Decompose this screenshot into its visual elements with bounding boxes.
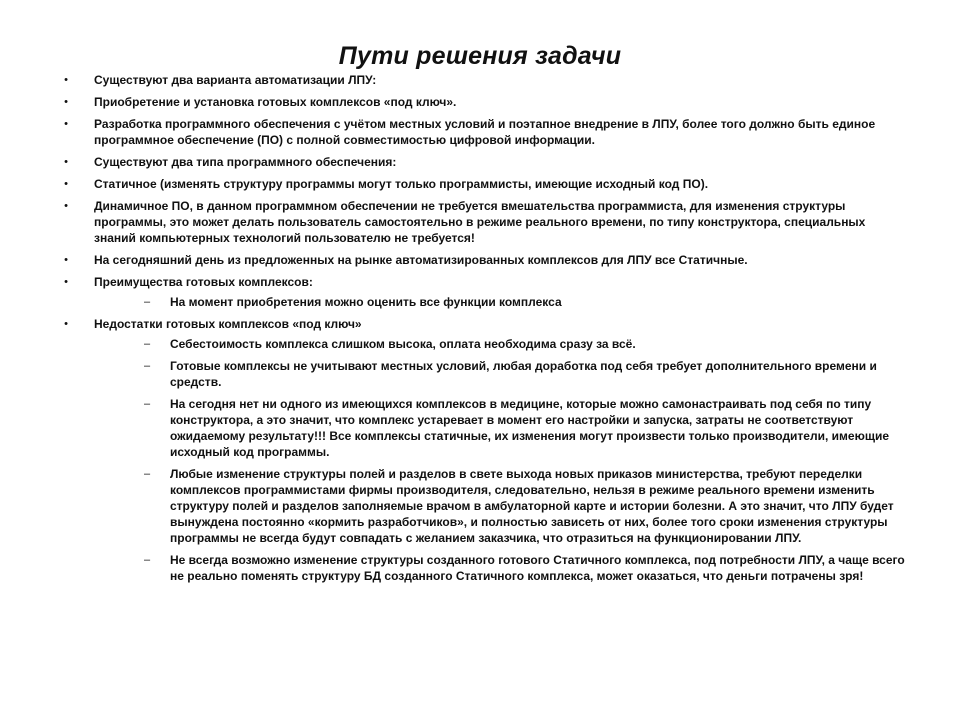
sub-bullet-item [94,294,910,310]
bullet-dot-icon: • [64,178,68,190]
bullet-list [60,72,910,584]
bullet-item [60,198,910,246]
bullet-item [60,154,910,170]
bullet-dot-icon: • [64,96,68,108]
slide-content [60,72,910,590]
sub-bullet-text: На момент приобретения можно оценить все функции комплекса [170,295,562,309]
bullet-dot-icon: • [64,200,68,212]
sub-bullet-item [94,336,910,352]
bullet-dot-icon: • [64,254,68,266]
bullet-item [60,316,910,584]
dash-icon: – [143,398,151,410]
sub-bullet-item [94,466,910,546]
sub-bullet-text: Себестоимость комплекса слишком высока, оплата необходима сразу за всё. [170,337,636,351]
sub-bullet-text: Любые изменение структуры полей и разделов в свете выхода новых приказов министерства, требуют переделки комплексов программистами фирмы производителя, следовательно, нельзя в режиме реального времени изменить структуру полей и разделов заполняемые врачом в амбулаторной карте и истории болезни. А это значит, что ЛПУ будет вынуждена постоянно «кормить разработчиков», и полностью зависеть от них, более того сроки изменения структуры программы не всегда будут совпадать с желанием заказчика, что отразиться на функционировании ЛПУ. [170,467,894,545]
sub-bullet-text: Не всегда возможно изменение структуры созданного готового Статичного комплекса, под потребности ЛПУ, а чаще всего не реально поменять структуру БД созданного Статичного комплекса, может оказаться, что деньги потрачены зря! [170,553,905,583]
bullet-text: Статичное (изменять структуру программы могут только программисты, имеющие исходный код ПО). [94,177,709,191]
dash-icon: – [143,468,151,480]
dash-icon: – [143,360,151,372]
bullet-item [60,252,910,268]
bullet-text: Динамичное ПО, в данном программном обеспечении не требуется вмешательства программиста, для изменения структуры программы, это может делать пользователь самостоятельно в режиме реального времени, по типу конструктора, специальных знаний компьютерных технологий пользователю не требуется! [94,199,866,245]
bullet-text: Существуют два типа программного обеспечения: [94,155,397,169]
bullet-text: Разработка программного обеспечения с учётом местных условий и поэтапное внедрение в ЛПУ, более того должно быть единое программное обеспечение (ПО) с полной совместимостью цифровой информации. [94,117,876,147]
dash-icon: – [143,338,151,350]
bullet-dot-icon: • [64,156,68,168]
bullet-item [60,274,910,310]
bullet-item [60,72,910,88]
bullet-text: Приобретение и установка готовых комплексов «под ключ». [94,95,457,109]
bullet-item [60,94,910,110]
bullet-text: Преимущества готовых комплексов: [94,275,313,289]
bullet-dot-icon: • [64,118,68,130]
dash-icon: – [143,554,151,566]
slide-title: Пути решения задачи [338,42,622,70]
bullet-item [60,176,910,192]
bullet-text: На сегодняшний день из предложенных на рынке автоматизированных комплексов для ЛПУ все Статичные. [94,253,748,267]
sub-bullet-item [94,552,910,584]
sub-bullet-text: Готовые комплексы не учитывают местных условий, любая доработка под себя требует дополнительного времени и средств. [170,359,877,389]
bullet-text: Недостатки готовых комплексов «под ключ» [94,317,362,331]
sub-bullet-item [94,358,910,390]
bullet-dot-icon: • [64,318,68,330]
bullet-dot-icon: • [64,276,68,288]
bullet-text: Существуют два варианта автоматизации ЛПУ: [94,73,377,87]
sub-bullet-list [94,336,910,584]
dash-icon: – [143,296,151,308]
bullet-dot-icon: • [64,74,68,86]
sub-bullet-text: На сегодня нет ни одного из имеющихся комплексов в медицине, которые можно самонастраивать под себя по типу конструктора, а это значит, что комплекс устаревает в момент его настройки и запуска, затраты не соответствуют ожидаемому результату!!! Все комплексы статичные, их изменения могут произвести только производители, имеющие исходный код программы. [170,397,890,459]
bullet-item [60,116,910,148]
sub-bullet-item [94,396,910,460]
sub-bullet-list [94,294,910,310]
